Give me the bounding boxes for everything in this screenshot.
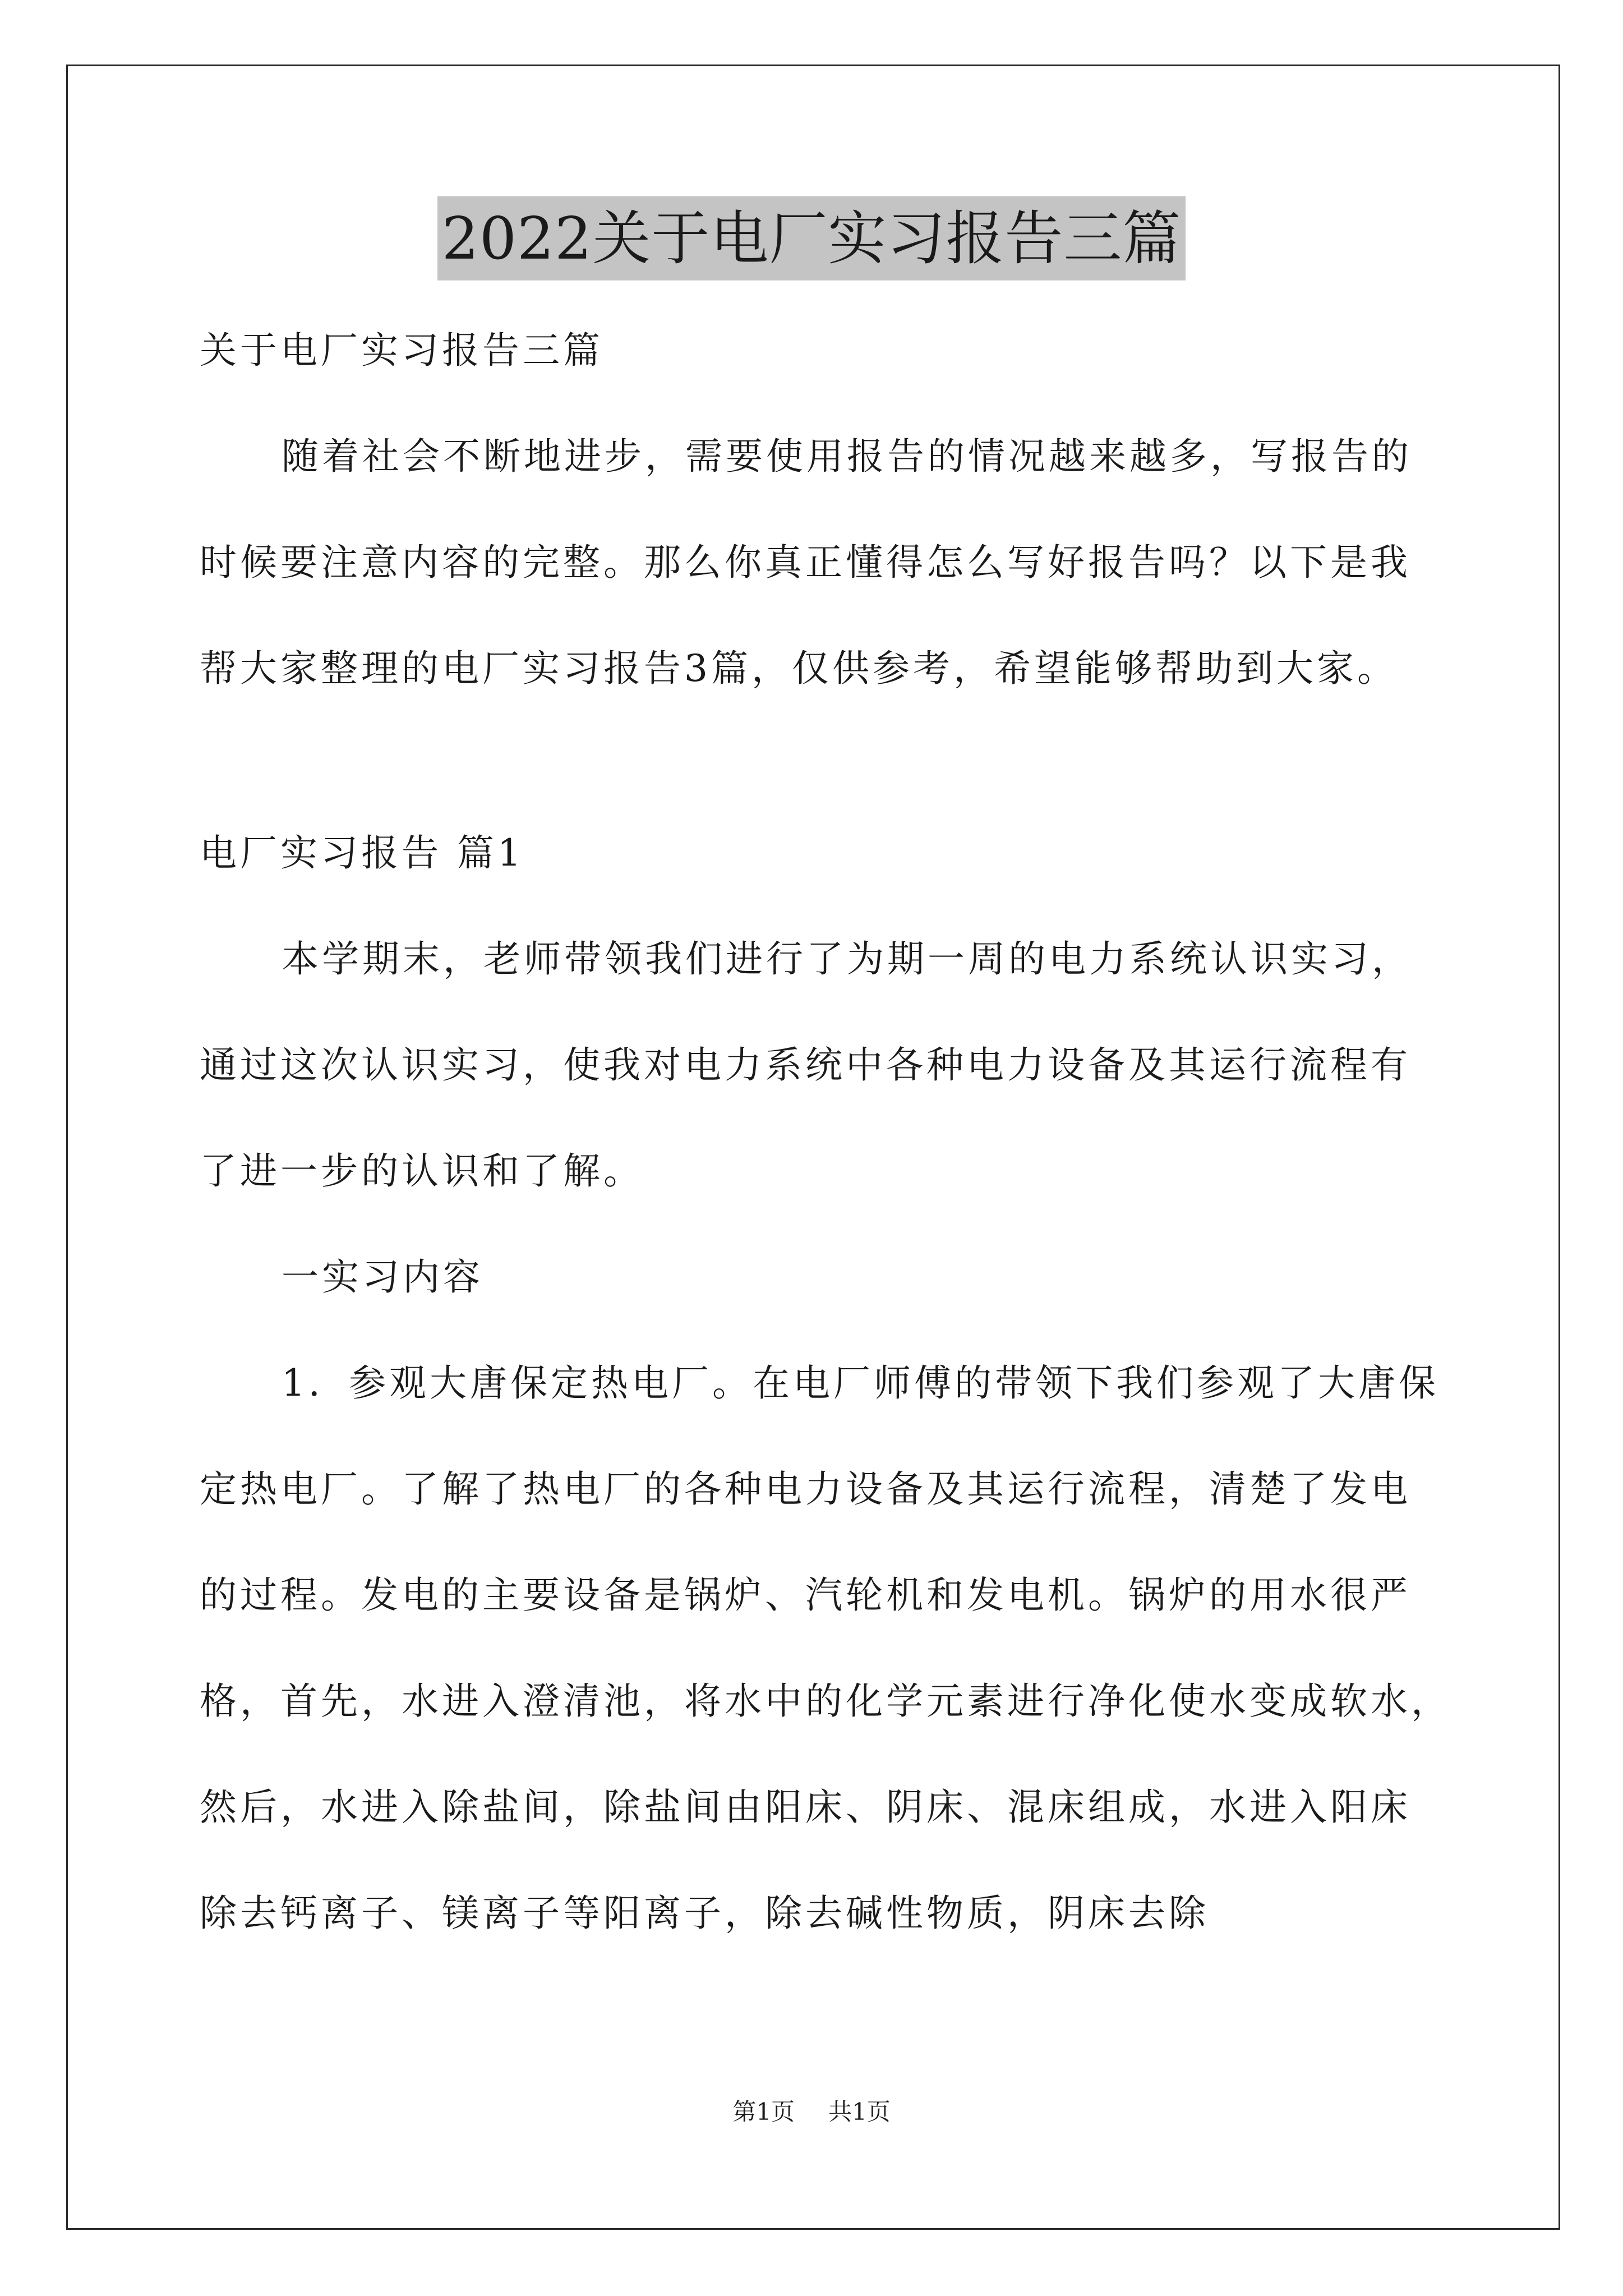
title-container — [0, 196, 1623, 280]
paragraph-line: 定热电厂。了解了热电厂的各种电力设备及其运行流程，清楚了发电 — [200, 1467, 1411, 1511]
document-title: 2022关于电厂实习报告三篇 — [437, 196, 1186, 280]
paragraph-line: 除去钙离子、镁离子等阳离子，除去碱性物质，阴床去除 — [200, 1892, 1209, 1935]
paragraph-line: 本学期末，老师带领我们进行了为期一周的电力系统认识实习， — [282, 937, 1412, 981]
paragraph-line: 1．参观大唐保定热电厂。在电厂师傅的带领下我们参观了大唐保 — [282, 1361, 1439, 1405]
section-spacer — [200, 721, 1422, 800]
page-number: 第1页 — [732, 2098, 795, 2125]
paragraph-line: 了进一步的认识和了解。 — [200, 1149, 644, 1193]
document-body — [200, 297, 1451, 1966]
intro-line: 帮大家整理的电厂实习报告3篇，仅供参考，希望能够帮助到大家。 — [200, 647, 1398, 690]
paragraph-line: 的过程。发电的主要设备是锅炉、汽轮机和发电机。锅炉的用水很严 — [200, 1573, 1411, 1617]
intro-line: 时候要注意内容的完整。那么你真正懂得怎么写好报告吗？以下是我 — [200, 541, 1411, 584]
document-subtitle: 关于电厂实习报告三篇 — [200, 329, 603, 372]
paragraph-line: 格，首先，水进入澄清池，将水中的化学元素进行净化使水变成软水， — [200, 1680, 1451, 1723]
section-heading: 电厂实习报告 篇1 — [200, 831, 524, 875]
paragraph-line: 然后，水进入除盐间，除盐间由阳床、阴床、混床组成，水进入阳床 — [200, 1786, 1411, 1829]
paragraph-line: 通过这次认识实习，使我对电力系统中各种电力设备及其运行流程有 — [200, 1043, 1411, 1087]
subheading: 一实习内容 — [282, 1255, 483, 1299]
page-footer — [0, 2095, 1623, 2129]
intro-line: 随着社会不断地进步，需要使用报告的情况越来越多，写报告的 — [282, 435, 1412, 478]
page-total: 共1页 — [828, 2098, 891, 2125]
